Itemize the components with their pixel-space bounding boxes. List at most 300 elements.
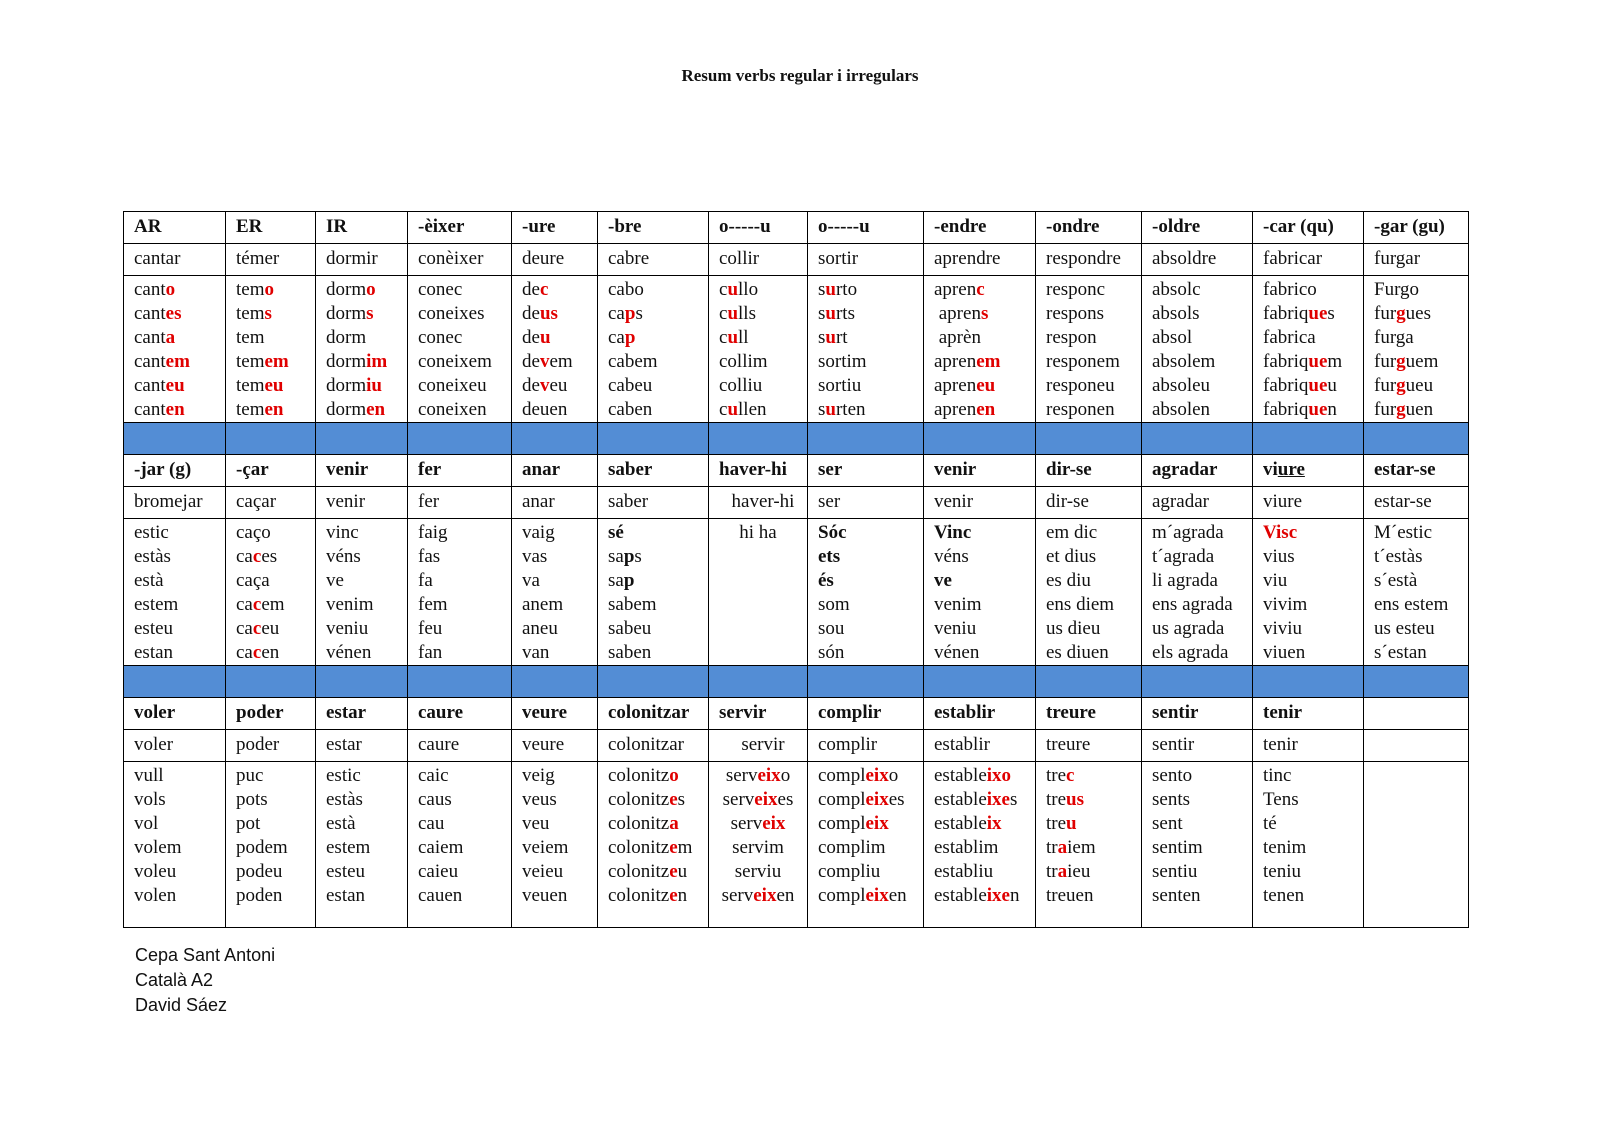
verb-form: serviu xyxy=(734,861,782,882)
verb-form: furguem xyxy=(1374,351,1439,372)
verb-form: viviu xyxy=(1263,618,1303,639)
column-header-ure: -ure xyxy=(512,212,598,244)
conjugation-cell-treure xyxy=(1036,762,1142,928)
highlighted-ending: ix xyxy=(986,813,1002,834)
verb-form: caps xyxy=(608,303,643,324)
infinitive-saber: saber xyxy=(598,487,709,519)
highlighted-ending: ets xyxy=(818,546,841,567)
infinitive-collir: collir xyxy=(709,244,808,276)
verb-form: estàs xyxy=(134,546,171,567)
verb-form: absol xyxy=(1152,327,1193,348)
highlighted-ending: ue xyxy=(1308,303,1328,324)
separator-cell xyxy=(1142,423,1253,455)
infinitive-deure: deure xyxy=(512,244,598,276)
verb-form: colonitzes xyxy=(608,789,686,810)
infinitive-establir: establir xyxy=(924,730,1036,762)
highlighted-ending: p xyxy=(624,327,636,348)
conjugation-cell-fabricar xyxy=(1253,276,1364,423)
conjugation-cell-cabre xyxy=(598,276,709,423)
highlighted-ending: eix xyxy=(865,789,889,810)
highlighted-ending: u xyxy=(825,399,836,420)
verb-form: cull xyxy=(719,327,749,348)
verb-form: véns xyxy=(326,546,361,567)
highlighted-ending: p xyxy=(623,570,635,591)
verb-form: respon xyxy=(1046,327,1097,348)
conjugation-cell-anar xyxy=(512,519,598,666)
verb-form: cap xyxy=(608,327,636,348)
column-header-caure: caure xyxy=(408,698,512,730)
separator-cell xyxy=(709,423,808,455)
verb-form: tem xyxy=(236,327,265,348)
verb-form: ens estem xyxy=(1374,594,1449,615)
conjugation-cell-coneixer xyxy=(408,276,512,423)
verb-form: treu xyxy=(1046,813,1077,834)
verb-form: m´agrada xyxy=(1152,522,1224,543)
verb-form: veniu xyxy=(326,618,369,639)
highlighted-ending: c xyxy=(252,642,262,663)
separator-cell xyxy=(1253,423,1364,455)
conjugation-row xyxy=(124,762,1469,928)
conjugation-row xyxy=(124,519,1469,666)
verb-form: M´estic xyxy=(1374,522,1433,543)
verb-form: aprens xyxy=(934,303,989,324)
infinitive-bromejar: bromejar xyxy=(124,487,226,519)
verb-form: fabriqueu xyxy=(1263,375,1337,396)
infinitive-viure: viure xyxy=(1253,487,1364,519)
verb-form: treus xyxy=(1046,789,1085,810)
verb-form: són xyxy=(818,642,845,663)
column-header-complir: complir xyxy=(808,698,924,730)
verb-form: dec xyxy=(522,279,549,300)
verb-form: vas xyxy=(522,546,548,567)
verb-form: sortim xyxy=(818,351,867,372)
verb-form: canto xyxy=(134,279,176,300)
highlighted-ending: eix xyxy=(865,885,889,906)
highlighted-ending: Sóc xyxy=(818,522,847,543)
verb-form: establim xyxy=(934,837,999,858)
verb-form: coneixes xyxy=(418,303,485,324)
highlighted-ending: g xyxy=(1396,375,1406,396)
highlighted-ending: g xyxy=(1396,399,1406,420)
column-header-empty xyxy=(1364,698,1469,730)
separator-cell xyxy=(1036,666,1142,698)
infinitive-poder: poder xyxy=(226,730,316,762)
highlighted-ending: eix xyxy=(754,789,778,810)
conjugation-cell-cacar xyxy=(226,519,316,666)
highlighted-ending: eu xyxy=(264,375,284,396)
verb-form: sabeu xyxy=(608,618,652,639)
conjugation-cell-saber xyxy=(598,519,709,666)
infinitive-furgar: furgar xyxy=(1364,244,1469,276)
column-header-viure: viure xyxy=(1253,455,1364,487)
verb-form: serveixo xyxy=(725,765,791,786)
infinitive-coneixer: conèixer xyxy=(408,244,512,276)
verb-form: complim xyxy=(818,837,886,858)
column-header-colonitzar: colonitzar xyxy=(598,698,709,730)
conjugation-cell-caure xyxy=(408,762,512,928)
separator-cell xyxy=(808,423,924,455)
verb-form: puc xyxy=(236,765,264,786)
column-header-car: -çar xyxy=(226,455,316,487)
verb-form: dormen xyxy=(326,399,386,420)
highlighted-ending: eu xyxy=(165,375,185,396)
highlighted-ending: v xyxy=(539,351,550,372)
verb-form: es diu xyxy=(1046,570,1091,591)
highlighted-ending: en xyxy=(976,399,996,420)
column-header-anar: anar xyxy=(512,455,598,487)
verb-form: colliu xyxy=(719,375,763,396)
conjugation-cell-fer xyxy=(408,519,512,666)
verb-table xyxy=(123,211,1469,928)
column-header-ir: IR xyxy=(316,212,408,244)
separator-cell xyxy=(598,666,709,698)
conjugation-cell-temer xyxy=(226,276,316,423)
infinitive-sortir: sortir xyxy=(808,244,924,276)
verb-form: caço xyxy=(236,522,271,543)
verb-form: esteu xyxy=(326,861,366,882)
verb-form: venim xyxy=(326,594,374,615)
verb-form: cacem xyxy=(236,594,285,615)
infinitive-row xyxy=(124,487,1469,519)
separator-cell xyxy=(1142,666,1253,698)
infinitive-respondre: respondre xyxy=(1036,244,1142,276)
verb-form: canteu xyxy=(134,375,185,396)
column-header-poder: poder xyxy=(226,698,316,730)
column-header-veure: veure xyxy=(512,698,598,730)
verb-form: responen xyxy=(1046,399,1115,420)
verb-form: volem xyxy=(134,837,182,858)
verb-form: fan xyxy=(418,642,443,663)
infinitive-voler: voler xyxy=(124,730,226,762)
verb-form: pot xyxy=(236,813,261,834)
infinitive-row xyxy=(124,730,1469,762)
verb-form: aprenem xyxy=(934,351,1001,372)
conjugation-cell-deure xyxy=(512,276,598,423)
footer-school: Cepa Sant Antoni xyxy=(135,945,276,965)
highlighted-ending: u xyxy=(727,399,739,420)
verb-form xyxy=(934,521,1035,545)
highlighted-ending: ue xyxy=(1308,399,1328,420)
verb-form: vinc xyxy=(326,522,359,543)
verb-form: tinc xyxy=(1263,765,1292,786)
verb-form: vénen xyxy=(934,642,980,663)
verb-form xyxy=(1263,521,1363,545)
separator-cell xyxy=(512,423,598,455)
verb-form: estableixo xyxy=(934,765,1012,786)
conjugation-cell-establir xyxy=(924,762,1036,928)
verb-form: responem xyxy=(1046,351,1120,372)
column-header-endre: -endre xyxy=(924,212,1036,244)
highlighted-ending: c xyxy=(1066,765,1075,786)
column-header-saber: saber xyxy=(598,455,709,487)
highlighted-ending: sé xyxy=(608,522,624,543)
infinitive-absoldre: absoldre xyxy=(1142,244,1253,276)
verb-form: estic xyxy=(326,765,361,786)
verb-form: caces xyxy=(236,546,278,567)
infinitive-veure: veure xyxy=(512,730,598,762)
highlighted-ending: us xyxy=(1066,789,1085,810)
verb-form: fabriquen xyxy=(1263,399,1337,420)
verb-form: Furgo xyxy=(1374,279,1420,300)
column-header-bre: -bre xyxy=(598,212,709,244)
verb-form: coneixeu xyxy=(418,375,487,396)
infinitive-haver-hi: haver-hi xyxy=(709,487,808,519)
conjugation-cell-agradar xyxy=(1142,519,1253,666)
verb-form: serveix xyxy=(730,813,786,834)
separator-cell xyxy=(226,666,316,698)
infinitive-servir: servir xyxy=(709,730,808,762)
column-header-ser: ser xyxy=(808,455,924,487)
verb-form: absolc xyxy=(1152,279,1201,300)
verb-form: caça xyxy=(236,570,270,591)
verb-form: s´està xyxy=(1374,570,1418,591)
infinitive-sentir: sentir xyxy=(1142,730,1253,762)
highlighted-ending: c xyxy=(252,618,262,639)
verb-form: us dieu xyxy=(1046,618,1101,639)
column-header-o-u: o-----u xyxy=(808,212,924,244)
verb-form: veus xyxy=(522,789,557,810)
verb-form: fabriques xyxy=(1263,303,1335,324)
verb-form: canten xyxy=(134,399,185,420)
column-header-estar-se: estar-se xyxy=(1364,455,1469,487)
separator-cell xyxy=(808,666,924,698)
verb-form: estan xyxy=(326,885,366,906)
verb-form: compleix xyxy=(818,813,889,834)
verb-form: teniu xyxy=(1263,861,1301,882)
highlighted-ending: e xyxy=(669,885,678,906)
verb-form: veiem xyxy=(522,837,569,858)
conjugation-cell-sortir xyxy=(808,276,924,423)
highlighted-ending: a xyxy=(1057,837,1068,858)
separator-row xyxy=(124,666,1469,698)
infinitive-caure: caure xyxy=(408,730,512,762)
infinitive-venir: venir xyxy=(924,487,1036,519)
verb-form: compleixo xyxy=(818,765,899,786)
conjugation-cell-estar xyxy=(316,762,408,928)
separator-cell xyxy=(709,666,808,698)
highlighted-ending: c xyxy=(976,279,985,300)
verb-form: coneixen xyxy=(418,399,487,420)
column-header-servir: servir xyxy=(709,698,808,730)
infinitive-fabricar: fabricar xyxy=(1253,244,1364,276)
verb-form: podeu xyxy=(236,861,283,882)
conjugation-cell-respondre xyxy=(1036,276,1142,423)
highlighted-ending: v xyxy=(539,375,550,396)
infinitive-empty xyxy=(1364,730,1469,762)
highlighted-ending: p xyxy=(623,546,635,567)
verb-form: hi ha xyxy=(739,522,777,543)
verb-form: senten xyxy=(1152,885,1201,906)
separator-cell xyxy=(408,423,512,455)
column-header-agradar: agradar xyxy=(1142,455,1253,487)
verb-form: poden xyxy=(236,885,283,906)
highlighted-ending: u xyxy=(825,303,836,324)
column-header-venir: venir xyxy=(316,455,408,487)
verb-form: deus xyxy=(522,303,558,324)
highlighted-ending: ixo xyxy=(986,765,1012,786)
verb-form: ve xyxy=(326,570,344,591)
column-header-jar-g: -jar (g) xyxy=(124,455,226,487)
conjugation-cell-servir xyxy=(709,762,808,928)
highlighted-ending: ixe xyxy=(986,885,1010,906)
verb-form: vivim xyxy=(1263,594,1308,615)
highlighted-ending: a xyxy=(1057,861,1068,882)
highlighted-ending: u xyxy=(825,327,836,348)
separator-cell xyxy=(124,423,226,455)
verb-form: vénen xyxy=(326,642,372,663)
verb-form: compliu xyxy=(818,861,881,882)
highlighted-ending: ve xyxy=(934,570,952,591)
conjugation-cell-collir xyxy=(709,276,808,423)
verb-form: s´estan xyxy=(1374,642,1427,663)
verb-form: furgues xyxy=(1374,303,1431,324)
verb-form: sents xyxy=(1152,789,1190,810)
verb-form: responeu xyxy=(1046,375,1115,396)
verb-form: estableixes xyxy=(934,789,1018,810)
verb-form: culls xyxy=(719,303,756,324)
verb-form: vius xyxy=(1263,546,1295,567)
footer xyxy=(135,943,275,1018)
verb-form: dorms xyxy=(326,303,374,324)
separator-cell xyxy=(512,666,598,698)
verb-form: caceu xyxy=(236,618,280,639)
verb-form: volen xyxy=(134,885,177,906)
verb-form: dorm xyxy=(326,327,367,348)
highlighted-ending: a xyxy=(669,813,679,834)
verb-form xyxy=(818,569,923,593)
verb-form: li agrada xyxy=(1152,570,1218,591)
verb-form: temen xyxy=(236,399,284,420)
verb-form: us esteu xyxy=(1374,618,1435,639)
highlighted-ending: s xyxy=(366,303,374,324)
verb-form: van xyxy=(522,642,550,663)
column-header-venir: venir xyxy=(924,455,1036,487)
highlighted-ending: s xyxy=(264,303,272,324)
infinitive-complir: complir xyxy=(808,730,924,762)
verb-form xyxy=(818,521,923,545)
highlighted-ending: en xyxy=(165,399,185,420)
verb-form: els agrada xyxy=(1152,642,1229,663)
column-header-ondre: -ondre xyxy=(1036,212,1142,244)
highlighted-ending: Visc xyxy=(1263,522,1298,543)
separator-cell xyxy=(598,423,709,455)
verb-form: està xyxy=(134,570,164,591)
column-header-treure: treure xyxy=(1036,698,1142,730)
highlighted-ending: p xyxy=(624,303,636,324)
highlighted-ending: eix xyxy=(865,765,889,786)
infinitive-dormir: dormir xyxy=(316,244,408,276)
column-header-fer: fer xyxy=(408,455,512,487)
verb-form: traieu xyxy=(1046,861,1091,882)
highlighted-ending: en xyxy=(264,399,284,420)
verb-form: véns xyxy=(934,546,969,567)
highlighted-ending: eix xyxy=(865,813,889,834)
verb-form: cullen xyxy=(719,399,767,420)
separator-cell xyxy=(924,666,1036,698)
verb-form: conec xyxy=(418,327,463,348)
verb-form: fabrica xyxy=(1263,327,1316,348)
infinitive-temer: témer xyxy=(226,244,316,276)
separator-row xyxy=(124,423,1469,455)
verb-form: ens diem xyxy=(1046,594,1115,615)
verb-form: deu xyxy=(522,327,551,348)
infinitive-row xyxy=(124,244,1469,276)
verb-form: surts xyxy=(818,303,855,324)
highlighted-ending: a xyxy=(165,327,176,348)
verb-form: trec xyxy=(1046,765,1075,786)
verb-form: cullo xyxy=(719,279,759,300)
conjugation-cell-aprendre xyxy=(924,276,1036,423)
verb-form: estic xyxy=(134,522,169,543)
verb-form: cauen xyxy=(418,885,463,906)
footer-course: Català A2 xyxy=(135,970,214,990)
verb-form: fas xyxy=(418,546,441,567)
verb-form: feu xyxy=(418,618,443,639)
verb-form: saben xyxy=(608,642,652,663)
column-header-gar-gu: -gar (gu) xyxy=(1364,212,1469,244)
verb-form: estàs xyxy=(326,789,363,810)
verb-form: caieu xyxy=(418,861,459,882)
highlighted-ending: ixe xyxy=(986,789,1010,810)
column-header-voler: voler xyxy=(124,698,226,730)
conjugation-cell-tenir xyxy=(1253,762,1364,928)
verb-form: sentiu xyxy=(1152,861,1198,882)
verb-form: podem xyxy=(236,837,288,858)
highlighted-ending: u xyxy=(539,327,551,348)
verb-form: va xyxy=(522,570,540,591)
column-header-estar: estar xyxy=(316,698,408,730)
verb-form: t´agrada xyxy=(1152,546,1215,567)
conjugation-cell-voler xyxy=(124,762,226,928)
verb-form: sortiu xyxy=(818,375,862,396)
verb-form: serveixes xyxy=(722,789,794,810)
verb-form: coneixem xyxy=(418,351,492,372)
verb-form: responc xyxy=(1046,279,1106,300)
verb-form: viuen xyxy=(1263,642,1306,663)
verb-form: colonitzen xyxy=(608,885,688,906)
verb-form: fa xyxy=(418,570,433,591)
verb-form: aneu xyxy=(522,618,558,639)
verb-form: està xyxy=(326,813,356,834)
verb-form: vull xyxy=(134,765,164,786)
infinitive-anar: anar xyxy=(512,487,598,519)
infinitive-treure: treure xyxy=(1036,730,1142,762)
infinitive-agradar: agradar xyxy=(1142,487,1253,519)
highlighted-ending: e xyxy=(669,789,678,810)
infinitive-tenir: tenir xyxy=(1253,730,1364,762)
verb-form: sent xyxy=(1152,813,1183,834)
highlighted-ending: c xyxy=(252,594,262,615)
verb-form: dormiu xyxy=(326,375,382,396)
verb-form: furga xyxy=(1374,327,1414,348)
separator-cell xyxy=(1253,666,1364,698)
verb-form: Tens xyxy=(1263,789,1299,810)
verb-form: em dic xyxy=(1046,522,1098,543)
verb-form: aprèn xyxy=(934,327,981,348)
verb-form: apreneu xyxy=(934,375,996,396)
highlighted-ending: u xyxy=(727,327,739,348)
verb-form: respons xyxy=(1046,303,1105,324)
infinitive-cacar: caçar xyxy=(226,487,316,519)
verb-form: tenim xyxy=(1263,837,1307,858)
verb-form: compleixen xyxy=(818,885,907,906)
verb-form: tems xyxy=(236,303,272,324)
verb-form: temem xyxy=(236,351,289,372)
verb-form: aprenc xyxy=(934,279,985,300)
highlighted-ending: o xyxy=(366,279,376,300)
highlighted-ending: c xyxy=(539,279,549,300)
highlighted-ending: e xyxy=(669,861,678,882)
